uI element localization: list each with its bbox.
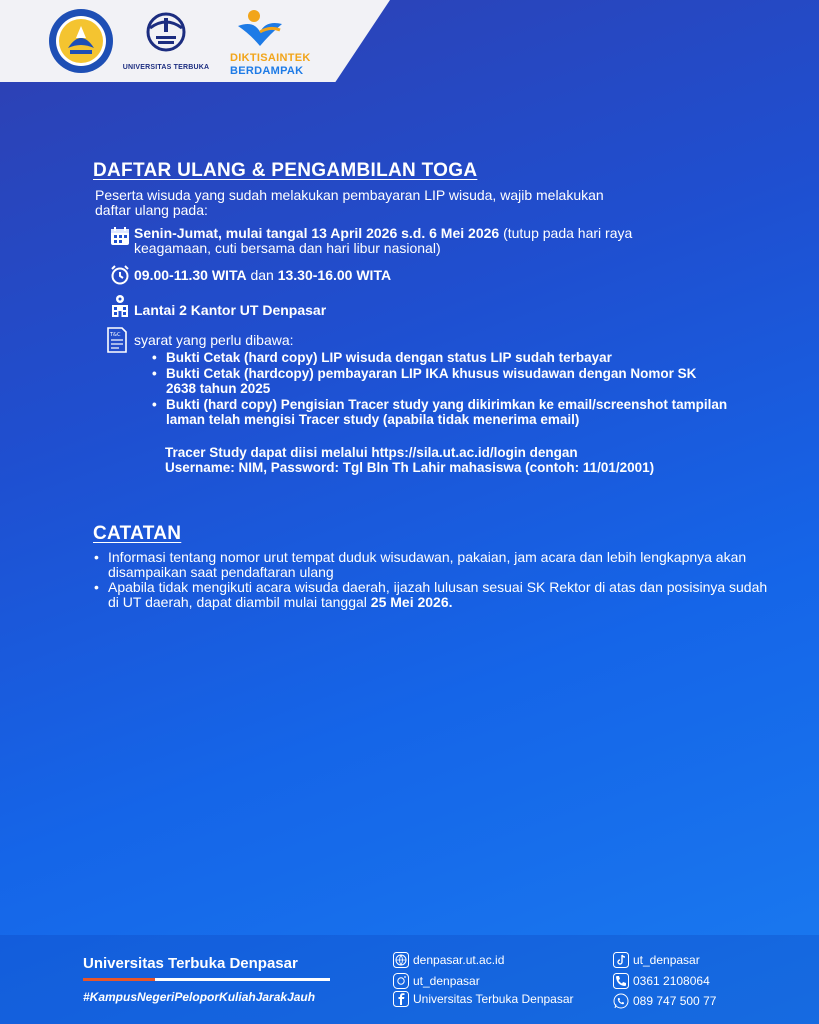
calendar-icon	[110, 226, 130, 246]
requirements-intro: syarat yang perlu dibawa:	[134, 332, 294, 348]
building-location-icon	[110, 294, 130, 318]
ut-caption: UNIVERSITAS TERBUKA	[122, 64, 210, 71]
tracer-note-line1: Tracer Study dapat diisi melalui https://sila.ut.ac.id/login dengan	[165, 445, 578, 460]
catatan-list	[94, 550, 779, 610]
footer-brand: Universitas Terbuka Denpasar	[83, 955, 298, 972]
schedule-time	[134, 268, 391, 283]
svg-text:T&C: T&C	[110, 332, 121, 338]
time-session-2: 13.30-16.00 WITA	[277, 267, 392, 283]
dikti-caption-2: BERDAMPAK	[230, 65, 304, 77]
footer-rule	[155, 978, 330, 981]
catatan-title: CATATAN	[93, 523, 182, 544]
diktisaintek-logo	[230, 6, 310, 78]
instagram-icon	[393, 973, 409, 989]
phone-text: 0361 2108064	[633, 974, 710, 988]
requirements-list	[150, 350, 750, 428]
alarm-clock-icon	[110, 265, 130, 285]
time-session-1: 09.00-11.30 WITA	[134, 267, 247, 283]
daftar-ulang-title: DAFTAR ULANG & PENGAMBILAN TOGA	[93, 160, 478, 181]
daftar-intro-line1: Peserta wisuda yang sudah melakukan pembayaran LIP wisuda, wajib melakukan	[95, 187, 604, 203]
whatsapp-text: 089 747 500 77	[633, 994, 717, 1008]
tiktok-icon	[613, 952, 629, 968]
schedule-dates-note-2: keagamaan, cuti bersama dan hari libur nasional)	[134, 240, 441, 256]
universitas-terbuka-logo	[120, 8, 212, 78]
schedule-dates-bold: Senin-Jumat, mulai tangal 13 April 2026 s.d. 6 Mei 2026	[134, 225, 500, 241]
tiktok-text: ut_denpasar	[633, 953, 700, 967]
globe-icon	[393, 952, 409, 968]
location-text: Lantai 2 Kantor UT Denpasar	[134, 302, 327, 318]
requirement-item: • Bukti Cetak (hard copy) LIP wisuda dengan status LIP sudah terbayar	[150, 350, 750, 365]
website-text: denpasar.ut.ac.id	[413, 953, 505, 967]
schedule-dates-note: (tutup pada hari raya	[499, 225, 633, 241]
catatan-item-2-date: 25 Mei 2026.	[370, 594, 453, 610]
facebook-text: Universitas Terbuka Denpasar	[413, 992, 574, 1006]
facebook-icon	[393, 991, 409, 1007]
kemdikbud-logo	[48, 8, 114, 74]
footer-hashtag: #KampusNegeriPeloporKuliahJarakJauh	[83, 990, 316, 1004]
terms-document-icon	[106, 327, 128, 353]
instagram-text: ut_denpasar	[413, 974, 480, 988]
phone-icon	[613, 973, 629, 989]
catatan-item-1: • Informasi tentang nomor urut tempat duduk wisudawan, pakaian, jam acara dan lebih lengkapnya akan disampaikan saat pendaftaran ulang	[94, 550, 779, 580]
daftar-intro	[95, 188, 604, 218]
schedule-dates	[134, 226, 774, 256]
dikti-caption-1: DIKTISAINTEK	[230, 52, 311, 64]
whatsapp-icon	[613, 993, 629, 1009]
requirement-item: • Bukti (hard copy) Pengisian Tracer study yang dikirimkan ke email/screenshot tampilan laman telah mengisi Tracer study (apabila tidak menerima email)	[150, 397, 750, 427]
catatan-item-2-text: Apabila tidak mengikuti acara wisuda daerah, ijazah lulusan sesuai SK Rektor di atas dan posisinya sudah di UT daerah, dapat diambil mulai tanggal	[108, 579, 768, 610]
daftar-intro-line2: daftar ulang pada:	[95, 202, 208, 218]
requirement-item: • Bukti Cetak (hardcopy) pembayaran LIP IKA khusus wisudawan dengan Nomor SK 2638 tahun 2025	[150, 366, 711, 396]
time-and: dan	[246, 267, 278, 283]
footer-rule-accent	[83, 978, 155, 981]
tracer-note-line2: Username: NIM, Password: Tgl Bln Th Lahir mahasiswa (contoh: 11/01/2001)	[165, 460, 655, 475]
catatan-item-2	[94, 580, 779, 610]
tracer-note	[165, 445, 654, 475]
